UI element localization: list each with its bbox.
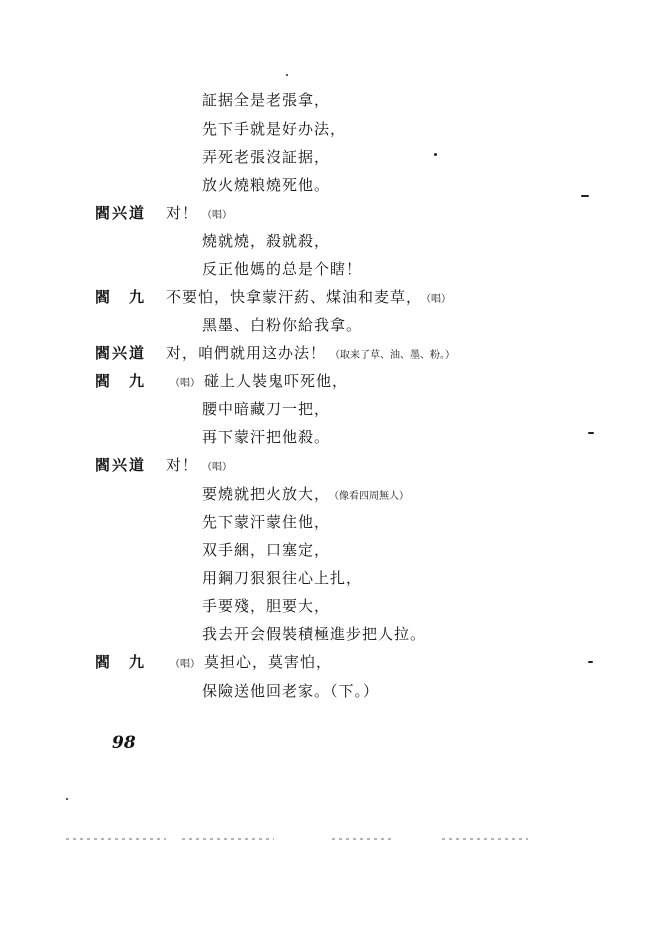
page-number: 98 <box>112 733 136 753</box>
speaker-name: 閻兴道 <box>95 344 147 362</box>
speaker-name: 閻兴道 <box>95 456 147 474</box>
verse-line: 黑墨、白粉你給我拿。 <box>202 316 363 334</box>
dialogue-line <box>166 343 455 366</box>
scan-noise <box>182 838 274 840</box>
verse-line: 先下蒙汗蒙住他， <box>202 513 331 531</box>
dialogue-line <box>166 287 451 310</box>
speaker-name: 閻兴道 <box>95 204 147 222</box>
verse-line: 用鋼刀狠狠往心上扎， <box>202 569 363 587</box>
dialogue-text: 莫担心，莫害怕， <box>204 653 333 671</box>
scan-speck <box>588 432 594 434</box>
verse-line: 双手綑，口塞定， <box>202 541 331 559</box>
verse-line: 我去开会假裝積極進步把人拉。 <box>202 625 427 643</box>
verse-line: 反正他媽的总是个瞎！ <box>202 260 363 278</box>
verse-line: 弄死老張沒証据， <box>202 148 331 166</box>
verse-line: 証据全是老張拿， <box>202 91 331 109</box>
dialogue-line <box>166 371 348 394</box>
dialogue-text: 对！ <box>166 204 199 222</box>
scan-noise <box>442 838 528 840</box>
stage-direction: （取来了草、油、墨、粉。） <box>330 350 456 361</box>
dialogue-text: 对！ <box>166 456 199 474</box>
verse-line: 放火燒粮燒死他。 <box>202 176 331 194</box>
dialogue-text: 对，咱們就用这办法！ <box>166 344 327 362</box>
scan-speck <box>581 195 589 197</box>
scan-speck <box>588 661 593 663</box>
verse-line: 燒就燒，殺就殺， <box>202 232 331 250</box>
verse-line <box>202 484 409 507</box>
speaker-name: 閻 九 <box>95 372 147 390</box>
verse-line: 腰中暗藏刀一把， <box>202 400 331 418</box>
stage-direction: （唱） <box>202 210 233 221</box>
stage-direction: （唱） <box>170 378 200 389</box>
dialogue-text: 不要怕，快拿蒙汗葯、煤油和麦草， <box>166 288 423 306</box>
verse-text: 要燒就把火放大， <box>202 485 331 503</box>
verse-line: 手要殘，胆要大， <box>202 597 331 615</box>
scan-noise <box>66 838 166 840</box>
stage-direction: （唱） <box>202 462 233 473</box>
scan-speck <box>66 798 68 800</box>
verse-line: 再下蒙汗把他殺。 <box>202 428 331 446</box>
scan-noise <box>332 838 394 840</box>
verse-line: 先下手就是好办法， <box>202 120 347 138</box>
dialogue-line <box>166 652 332 675</box>
stage-direction: （唱） <box>170 659 200 670</box>
dialogue-text: 碰上人裝鬼吓死他， <box>204 372 349 390</box>
dialogue-line <box>166 203 232 226</box>
verse-line: 保險送他回老家。（下。） <box>202 682 380 700</box>
scan-speck <box>286 74 288 76</box>
scan-speck <box>434 153 437 156</box>
stage-direction: （唱） <box>426 294 452 305</box>
speaker-name: 閻 九 <box>95 653 147 671</box>
stage-direction: （像看四周無人） <box>334 491 410 502</box>
dialogue-line <box>166 455 232 478</box>
speaker-name: 閻 九 <box>95 288 147 306</box>
